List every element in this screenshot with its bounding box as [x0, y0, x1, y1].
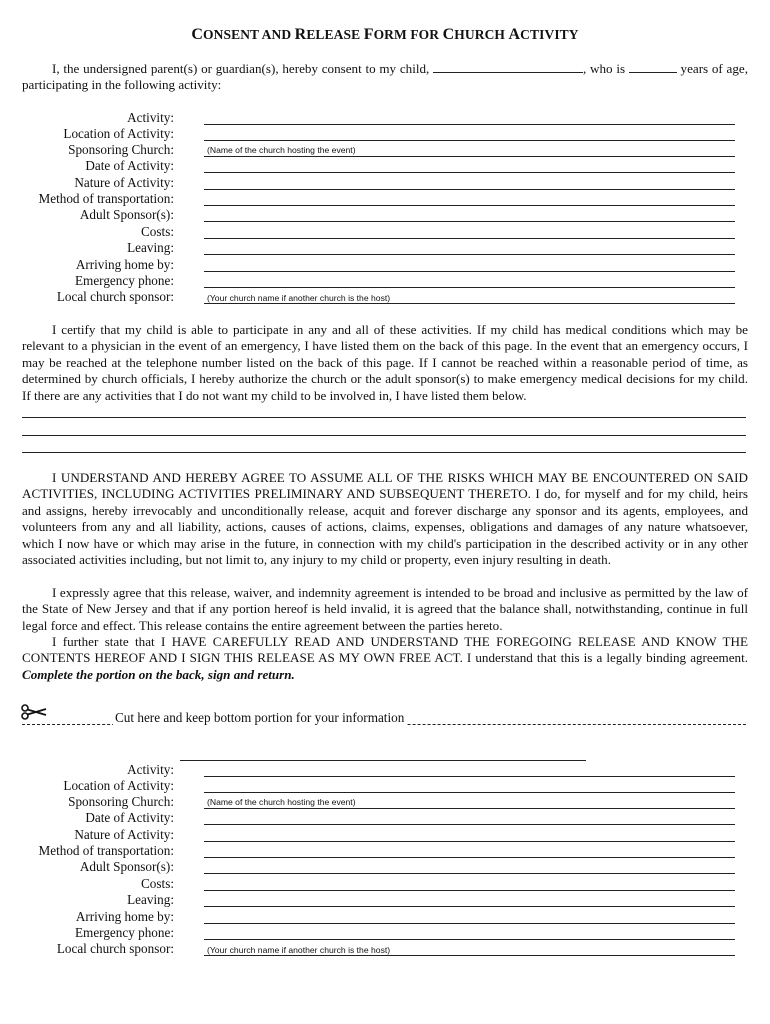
label-leaving: Leaving:: [127, 240, 174, 255]
label-date: Date of Activity:: [85, 158, 174, 173]
cut-instruction: Cut here and keep bottom portion for your information: [115, 710, 405, 725]
label-emergency: Emergency phone:: [75, 273, 174, 288]
release-paragraph: [22, 585, 748, 634]
form-title: [0, 26, 770, 44]
line-location[interactable]: [204, 792, 735, 793]
line-date[interactable]: [204, 824, 735, 825]
line-arriving[interactable]: [204, 271, 735, 272]
title-cap: R: [294, 26, 307, 43]
line-nature[interactable]: [204, 189, 735, 190]
label-adult-sponsors: Adult Sponsor(s):: [79, 859, 174, 874]
label-emergency: Emergency phone:: [75, 925, 174, 940]
line-adult-sponsors[interactable]: [204, 221, 735, 222]
line-costs[interactable]: [204, 890, 735, 891]
complete-instruction: Complete the portion on the back, sign and return.: [22, 666, 295, 682]
line-transport[interactable]: [204, 205, 735, 206]
title-part: ELEASE: [306, 27, 364, 42]
line-date[interactable]: [204, 172, 735, 173]
label-transport: Method of transportation:: [38, 843, 174, 858]
title-part: ORM FOR: [373, 27, 443, 42]
note-sponsoring-church: (Name of the church hosting the event): [207, 797, 356, 807]
line-costs[interactable]: [204, 238, 735, 239]
label-activity: Activity:: [127, 110, 174, 125]
label-adult-sponsors: Adult Sponsor(s):: [79, 207, 174, 222]
line-leaving[interactable]: [204, 906, 735, 907]
exclusions-line-3[interactable]: [22, 452, 746, 453]
exclusions-line-2[interactable]: [22, 435, 746, 436]
note-local-sponsor: (Your church name if another church is the host): [207, 293, 391, 303]
line-emergency[interactable]: [204, 287, 735, 288]
scissors-icon: [20, 703, 48, 721]
line-nature[interactable]: [204, 841, 735, 842]
line-activity[interactable]: [204, 124, 735, 125]
title-cap: C: [191, 26, 204, 43]
line-arriving[interactable]: [204, 923, 735, 924]
note-local-sponsor: (Your church name if another church is the host): [207, 945, 391, 955]
risks-text: I UNDERSTAND AND HEREBY AGREE TO ASSUME ALL OF THE RISKS WHICH MAY BE ENCOUNTERED ON SAID ACTIVITIES, INCLUDING ACTIVITIES PRELIMINARY AND SUBSEQUENT THERETO. I do, for myself and for my child, heirs and assigns, hereby irrevocably and unconditionally release, acquit and forever discharge any sponsor and its agents, employees, and volunteers from any and all liability, actions, causes of actions, claims, expenses, obligations and damages of any nature whatsoever, which I now have or which may arise in the future, in connection with my child's participation in the described activity or in any other associated activities including, but not limit to, any injury to my child or property, even injury resulting in death.: [22, 470, 748, 568]
certify-paragraph: [22, 322, 748, 404]
label-activity: Activity:: [127, 762, 174, 777]
label-arriving: Arriving home by:: [75, 909, 174, 924]
label-arriving: Arriving home by:: [75, 257, 174, 272]
exclusions-line-1[interactable]: [22, 417, 746, 418]
label-sponsoring-church: Sponsoring Church:: [68, 142, 174, 157]
line-adult-sponsors[interactable]: [204, 873, 735, 874]
release-text: I expressly agree that this release, waiver, and indemnity agreement is intended to be broad and inclusive as permitted by the law of the State of New Jersey and that if any portion hereof is held invalid, it is agreed that the balance shall, notwithstanding, continue in full legal force and effect. This release contains the entire agreement between the parties hereto.: [22, 585, 748, 633]
title-cap: C: [442, 26, 455, 43]
further-paragraph: [22, 634, 748, 683]
label-location: Location of Activity:: [63, 778, 174, 793]
label-transport: Method of transportation:: [38, 191, 174, 206]
bottom-title-line[interactable]: [180, 760, 586, 761]
line-local-sponsor[interactable]: [204, 955, 735, 956]
further-text: I further state that I HAVE CAREFULLY READ AND UNDERSTAND THE FOREGOING RELEASE AND KNOW THE CONTENTS HEREOF AND I SIGN THIS RELEASE AS MY OWN FREE ACT. I understand that this is a legally binding agreement.: [22, 634, 748, 666]
title-cap: F: [363, 26, 374, 43]
certify-text: I certify that my child is able to participate in any and all of these activities. If my child has medical conditions which may be relevant to a physician in the event of an emergency, I have listed them on the back of this page. In the event that an emergency occurs, I may be reached at the telephone number listed on the back of this page. If I cannot be reached within a reasonable period of time, as determined by church officials, I hereby authorize the church or the adult sponsor(s) to make emergency medical decisions for my child. If there are any activities that I do not want my child to be involved in, I have listed them below.: [22, 322, 748, 403]
label-local-sponsor: Local church sponsor:: [56, 289, 174, 304]
label-nature: Nature of Activity:: [74, 175, 174, 190]
title-cap: A: [508, 26, 521, 43]
title-part: HURCH: [454, 27, 509, 42]
label-local-sponsor: Local church sponsor:: [56, 941, 174, 956]
label-costs: Costs:: [141, 224, 174, 239]
label-costs: Costs:: [141, 876, 174, 891]
title-part: CTIVITY: [520, 27, 579, 42]
line-sponsoring-church[interactable]: [204, 808, 735, 809]
intro-text-2: , who is: [583, 61, 626, 76]
label-date: Date of Activity:: [85, 810, 174, 825]
label-leaving: Leaving:: [127, 892, 174, 907]
line-emergency[interactable]: [204, 939, 735, 940]
intro-text-1: I, the undersigned parent(s) or guardian(s), hereby consent to my child,: [52, 61, 430, 76]
child-name-blank[interactable]: [433, 61, 583, 73]
line-location[interactable]: [204, 140, 735, 141]
line-sponsoring-church[interactable]: [204, 156, 735, 157]
intro-paragraph: [22, 61, 748, 94]
label-location: Location of Activity:: [63, 126, 174, 141]
risks-paragraph: [22, 470, 748, 568]
label-nature: Nature of Activity:: [74, 827, 174, 842]
line-activity[interactable]: [204, 776, 735, 777]
line-transport[interactable]: [204, 857, 735, 858]
intro-text-3: years of age, participating in the following activity:: [22, 61, 748, 93]
note-sponsoring-church: (Name of the church hosting the event): [207, 145, 356, 155]
child-age-blank[interactable]: [629, 61, 677, 73]
line-leaving[interactable]: [204, 254, 735, 255]
line-local-sponsor[interactable]: [204, 303, 735, 304]
title-part: ONSENT AND: [203, 27, 295, 42]
label-sponsoring-church: Sponsoring Church:: [68, 794, 174, 809]
